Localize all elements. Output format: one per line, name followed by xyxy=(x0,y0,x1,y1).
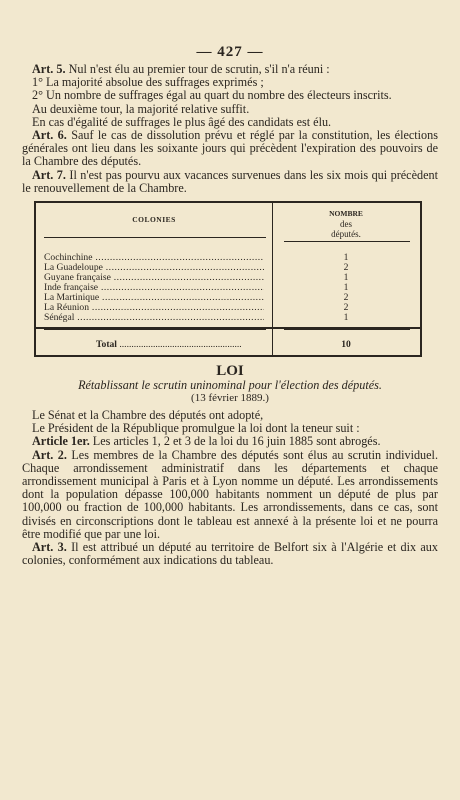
header-line: NOMBRE xyxy=(329,209,363,219)
bottom-text-block xyxy=(22,409,438,567)
deputy-count: 1 xyxy=(343,252,349,264)
total-rule xyxy=(284,329,410,330)
loi-date: (13 février 1889.) xyxy=(191,392,269,405)
header-rule xyxy=(284,241,410,242)
article-label: Art. 3. xyxy=(32,540,67,555)
colony-name: Inde française ..... xyxy=(44,283,264,293)
article-label: Art. 7. xyxy=(32,167,66,182)
colony-name: La Martinique ..... xyxy=(44,293,264,303)
paragraph-text: Le Président de la République promulgue la loi dont la teneur suit : xyxy=(32,421,360,436)
paragraph-art6 xyxy=(22,129,438,169)
colony-name: Cochinchine ..... xyxy=(44,253,264,263)
colony-name: Guyane française ..... xyxy=(44,273,264,283)
paragraph-text: Nul n'est élu au premier tour de scrutin, s'il n'a réuni : xyxy=(65,62,330,76)
header-line: députés. xyxy=(331,229,361,240)
paragraph-text: Les articles 1, 2 et 3 de la loi du 16 juin 1885 sont abrogés. xyxy=(89,434,381,449)
paragraph-text: Il n'est pas pourvu aux vacances survenues dans les six mois qui précèdent le renouvellement de la Chambre. xyxy=(22,167,438,195)
header-colonies: COLONIES xyxy=(132,215,176,225)
deputy-count: 2 xyxy=(343,292,349,304)
paragraph-text: Les membres de la Chambre des députés sont élus au scrutin individuel. Chaque arrondissement administratif dans les départements et chaque arrondissement municipal à Paris et à Lyon nomme un député. Les arrondissements dont la population dépasse 100,000 habitants nomment un député de plus par 100,000 ou fraction de 100,000 habitants. Les arrondissements, dans ce cas, sont divisés en circonscriptions dont le tableau est annexé à la présente loi et ne pourra être modifié que par une loi. xyxy=(22,447,438,541)
article-label: Article 1er. xyxy=(32,434,90,449)
top-text-block xyxy=(22,63,438,195)
colony-name: La Guadeloupe ..... xyxy=(44,263,264,273)
header-nombre xyxy=(272,209,420,239)
paragraph-text: En cas d'égalité de suffrages le plus âgé des candidats est élu. xyxy=(32,114,332,129)
page-number: — 427 — xyxy=(196,44,264,60)
paragraph-art7 xyxy=(22,169,438,195)
article-label: Art. 6. xyxy=(32,128,67,143)
table-row xyxy=(44,303,420,313)
article-label: Art. 2. xyxy=(32,447,67,462)
table-row xyxy=(44,273,420,283)
colony-name: Sénégal ..... xyxy=(44,313,264,323)
loi-title: LOI xyxy=(216,363,244,380)
colonies-table xyxy=(34,201,422,329)
paragraph-text: 1° La majorité absolue des suffrages exprimés ; xyxy=(32,75,264,90)
table-row xyxy=(44,283,420,293)
paragraph-text: Le Sénat et la Chambre des députés ont adopté, xyxy=(32,408,264,423)
deputy-count: 2 xyxy=(343,302,349,314)
total-label: Total ..... xyxy=(96,339,264,350)
deputy-count: 1 xyxy=(343,312,349,324)
paragraph-article3 xyxy=(22,541,438,567)
header-rule xyxy=(44,237,266,238)
loi-subtitle: Rétablissant le scrutin uninominal pour l'élection des députés. xyxy=(78,378,382,393)
article-label: Art. 5. xyxy=(32,62,66,76)
paragraph-text: Il est attribué un député au territoire de Belfort six à l'Algérie et dix aux colonies, conformément aux indications du tableau. xyxy=(22,540,438,568)
paragraph-text: Au deuxième tour, la majorité relative suffit. xyxy=(32,101,250,116)
table-row xyxy=(44,293,420,303)
table-row xyxy=(44,263,420,273)
total-value: 10 xyxy=(341,339,351,351)
colony-name: La Réunion ..... xyxy=(44,303,264,313)
deputy-count: 2 xyxy=(343,262,349,274)
paragraph-article2 xyxy=(22,449,438,541)
table-row xyxy=(44,253,420,263)
table-row xyxy=(44,313,420,323)
paragraph-text: 2° Un nombre de suffrages égal au quart du nombre des électeurs inscrits. xyxy=(32,88,392,103)
total-rule xyxy=(44,329,266,330)
deputy-count: 1 xyxy=(343,282,349,294)
colonies-table-total xyxy=(34,327,422,357)
paragraph-text: Sauf le cas de dissolution prévu et réglé par la constitution, les élections générales ont lieu dans les soixante jours qui précèdent l'expiration des pouvoirs de la Chambre des députés. xyxy=(22,128,438,169)
header-line: des xyxy=(340,219,352,230)
deputy-count: 1 xyxy=(343,272,349,284)
